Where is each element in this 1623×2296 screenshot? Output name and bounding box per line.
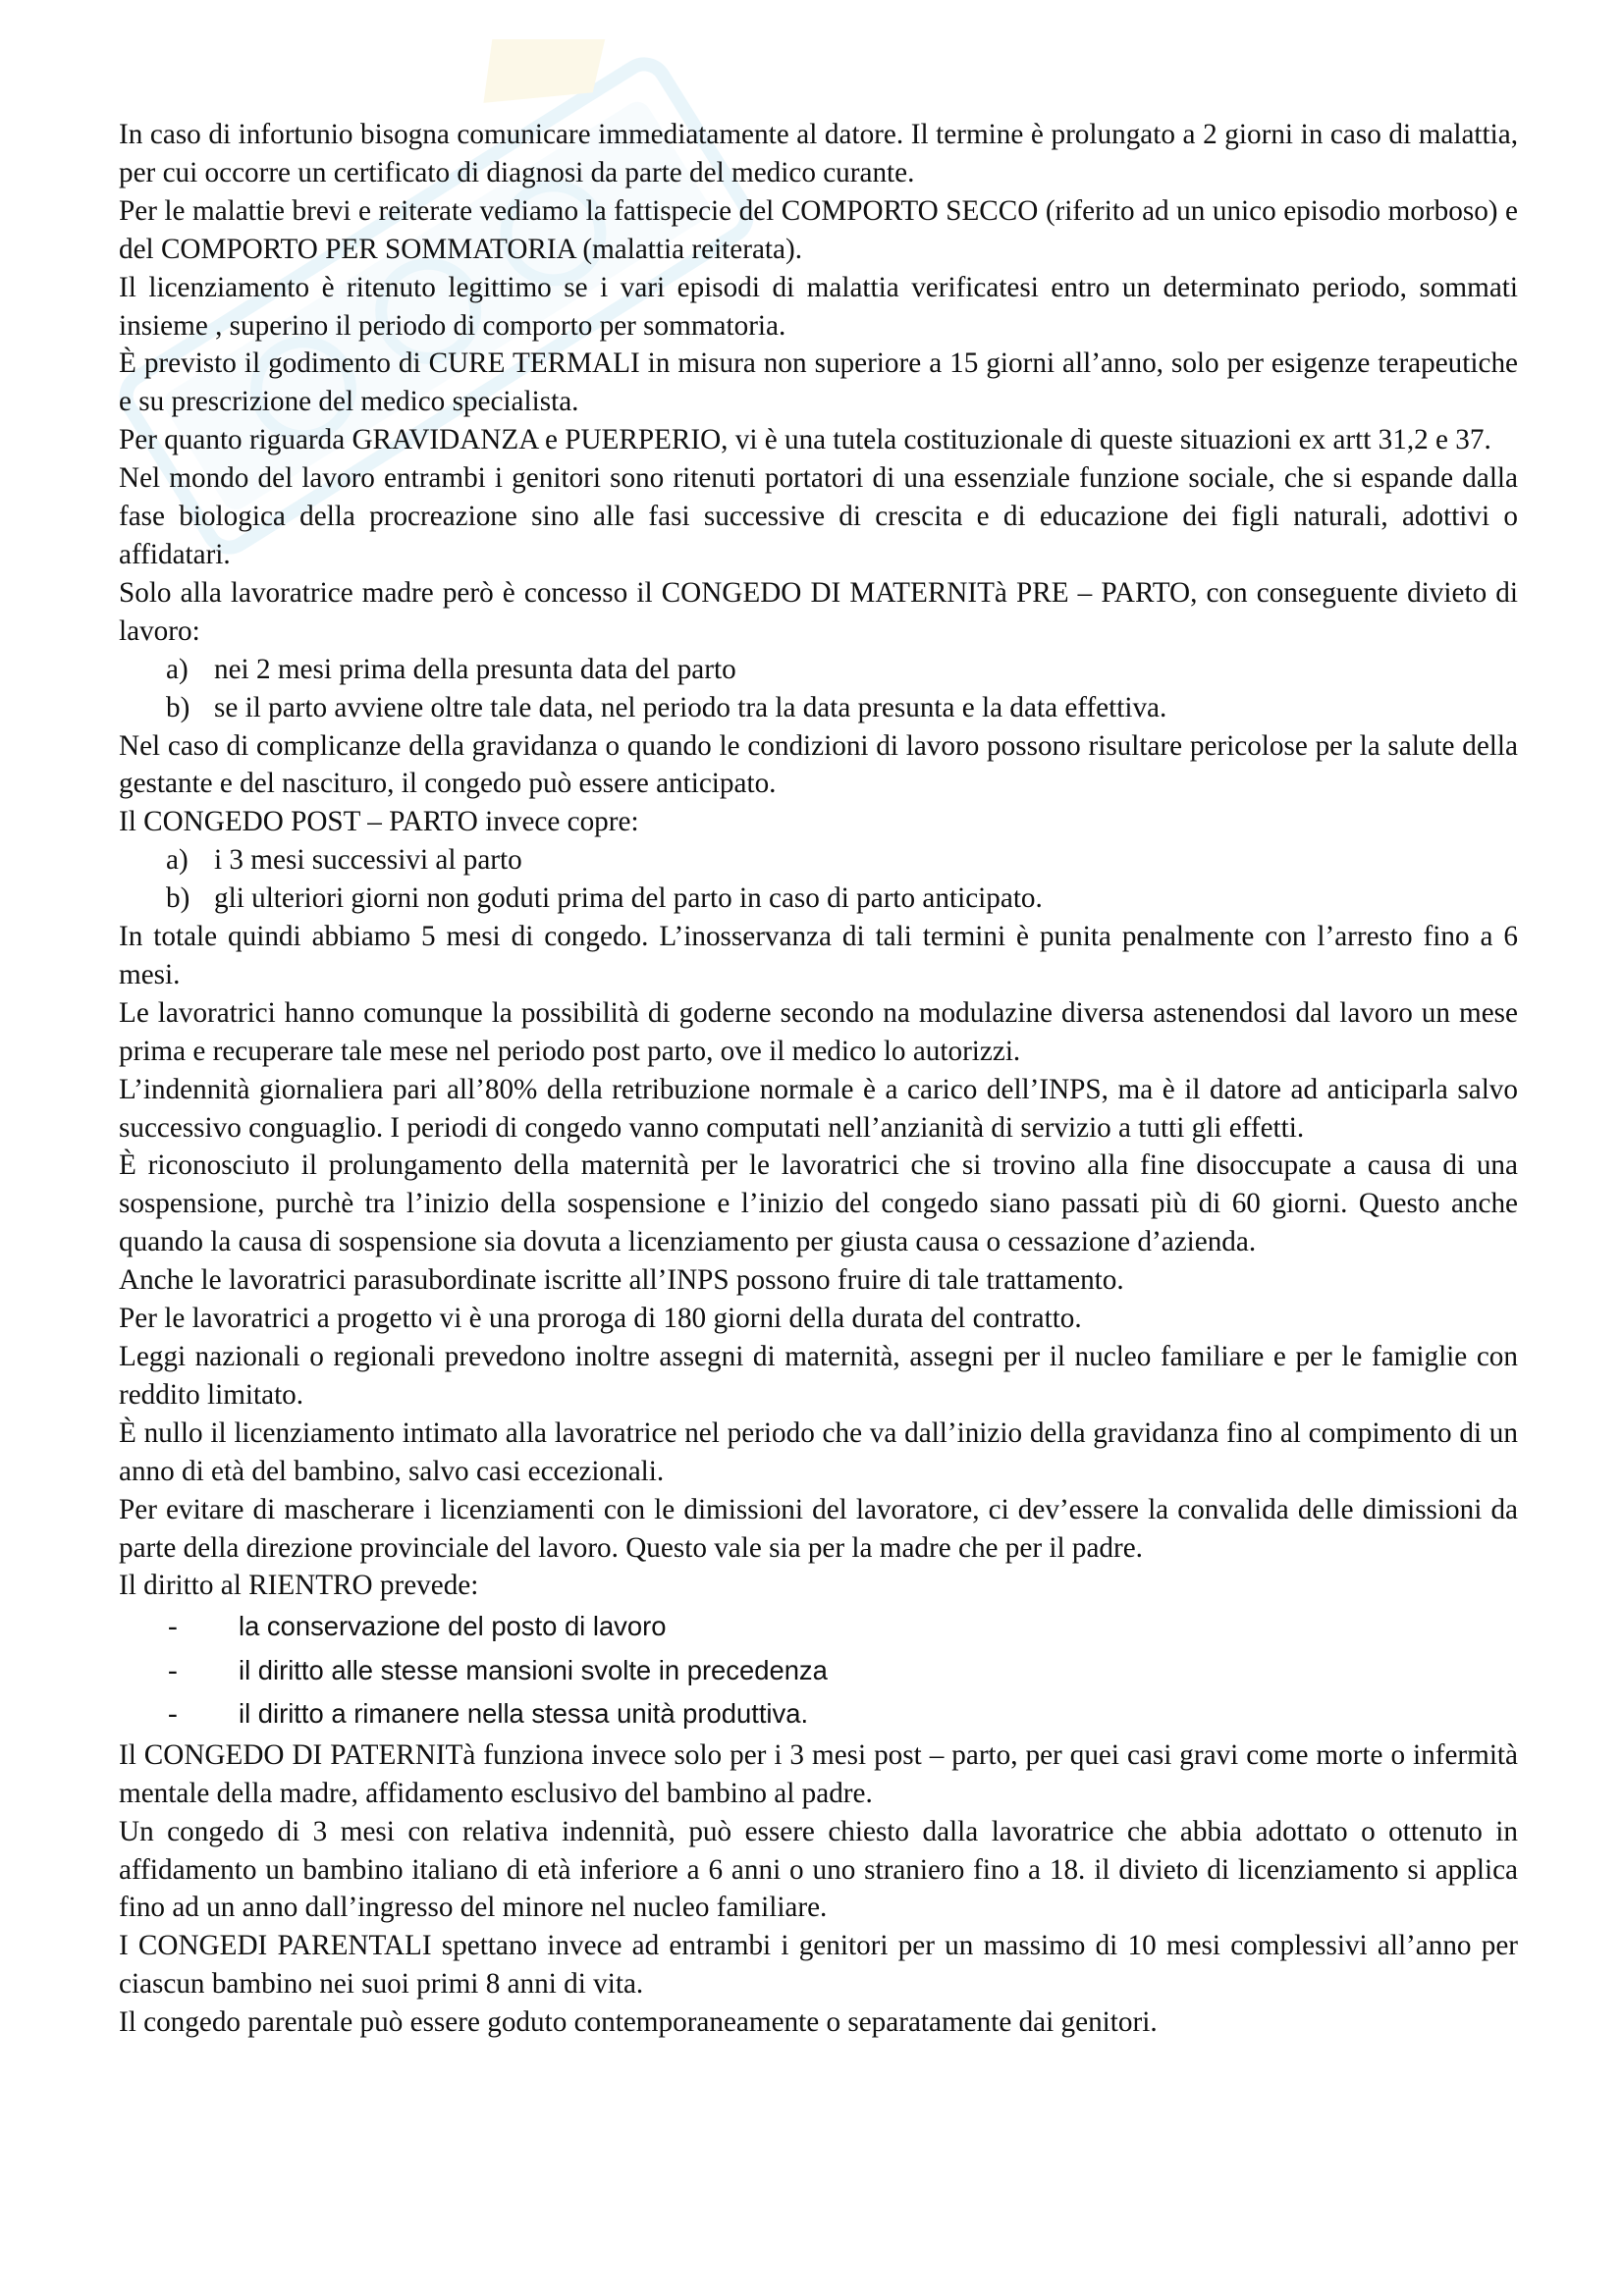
list-marker: b) [166, 691, 190, 723]
list-item [119, 689, 1518, 727]
paragraph: Solo alla lavoratrice madre però è concesso il CONGEDO DI MATERNITà PRE – PARTO, con conseguente divieto di lavoro: [119, 576, 1518, 647]
list-marker: b) [166, 882, 190, 915]
list-item [119, 1649, 1518, 1693]
list-item [119, 651, 1518, 689]
list-marker: - [168, 1654, 178, 1686]
paragraph: Per quanto riguarda GRAVIDANZA e PUERPERIO, vi è una tutela costituzionale di queste situazioni ex artt 31,2 e 37. [119, 424, 1491, 456]
paragraph: Il diritto al RIENTRO prevede: [119, 1570, 479, 1602]
paragraph: Il CONGEDO POST – PARTO invece copre: [119, 806, 639, 838]
paragraph: È nullo il licenziamento intimato alla lavoratrice nel periodo che va dall’inizio della gravidanza fino al compimento di un anno di età del bambino, salvo casi eccezionali. [119, 1416, 1518, 1487]
list-item [119, 1605, 1518, 1649]
list-item-text: se il parto avviene oltre tale data, nel periodo tra la data presunta e la data effettiva. [214, 691, 1167, 723]
lettered-list [119, 651, 1518, 727]
list-item-text: i 3 mesi successivi al parto [214, 844, 522, 877]
paragraph: Il licenziamento è ritenuto legittimo se i vari episodi di malattia verificatesi entro un determinato periodo, sommati insieme , superino il periodo di comporto per sommatoria. [119, 271, 1518, 342]
list-item-text: gli ulteriori giorni non goduti prima del parto in caso di parto anticipato. [214, 882, 1043, 915]
paragraph: Le lavoratrici hanno comunque la possibilità di goderne secondo na modulazine diversa astenendosi dal lavoro un mese prima e recuperare tale mese nel periodo post parto, ove il medico lo autorizzi. [119, 996, 1518, 1067]
paragraph: Il congedo parentale può essere goduto contemporaneamente o separatamente dai genitori. [119, 2006, 1158, 2039]
paragraph: Il CONGEDO DI PATERNITà funziona invece solo per i 3 mesi post – parto, per quei casi gravi come morte o infermità mentale della madre, affidamento esclusivo del bambino al padre. [119, 1738, 1518, 1809]
paragraph: In caso di infortunio bisogna comunicare immediatamente al datore. Il termine è prolungato a 2 giorni in caso di malattia, per cui occorre un certificato di diagnosi da parte del medico curante. [119, 119, 1518, 188]
paragraph: Per le lavoratrici a progetto vi è una proroga di 180 giorni della durata del contratto. [119, 1303, 1082, 1335]
paragraph: Un congedo di 3 mesi con relativa indennità, può essere chiesto dalla lavoratrice che abbia adottato o ottenuto in affidamento un bambino italiano di età inferiore a 6 anni o uno straniero fino a 18. il divieto di licenziamento si applica fino ad un anno dall’ingresso del minore nel nucleo familiare. [119, 1815, 1518, 1924]
paragraph: Per le malattie brevi e reiterate vediamo la fattispecie del COMPORTO SECCO (riferito ad un unico episodio morboso) e del COMPORTO PER SOMMATORIA (malattia reiterata). [119, 194, 1518, 265]
list-item [119, 1692, 1518, 1736]
document-page [119, 116, 1518, 2042]
list-marker: a) [166, 653, 189, 685]
list-item [119, 841, 1518, 880]
list-item [119, 880, 1518, 918]
list-marker: a) [166, 844, 189, 877]
list-item-text: il diritto a rimanere nella stessa unità produttiva. [239, 1698, 809, 1730]
list-marker: - [168, 1611, 178, 1643]
paragraph: È riconosciuto il prolungamento della maternità per le lavoratrici che si trovino alla fine disoccupate a causa di una sospensione, purchè tra l’inizio della sospensione e l’inizio del congedo siano passati più di 60 giorni. Questo anche quando la causa di sospensione sia dovuta a licenziamento per giusta causa o cessazione d’azienda. [119, 1149, 1518, 1258]
paragraph: Leggi nazionali o regionali prevedono inoltre assegni di maternità, assegni per il nucleo familiare e per le famiglie con reddito limitato. [119, 1341, 1518, 1411]
paragraph: Anche le lavoratrici parasubordinate iscritte all’INPS possono fruire di tale trattamento. [119, 1264, 1124, 1297]
paragraph: È previsto il godimento di CURE TERMALI in misura non superiore a 15 giorni all’anno, solo per esigenze terapeutiche e su prescrizione del medico specialista. [119, 347, 1518, 418]
list-item-text: nei 2 mesi prima della presunta data del parto [214, 653, 736, 685]
lettered-list [119, 841, 1518, 918]
paragraph: Nel mondo del lavoro entrambi i genitori sono ritenuti portatori di una essenziale funzione sociale, che si espande dalla fase biologica della procreazione sino alle fasi successive di crescita e di educazione dei figli naturali, adottivi o affidatari. [119, 462, 1518, 570]
paragraph: I CONGEDI PARENTALI spettano invece ad entrambi i genitori per un massimo di 10 mesi complessivi all’anno per ciascun bambino nei suoi primi 8 anni di vita. [119, 1930, 1518, 2001]
paragraph: L’indennità giornaliera pari all’80% della retribuzione normale è a carico dell’INPS, ma è il datore ad anticiparla salvo successivo conguaglio. I periodi di congedo vanno computati nell’anzianità di servizio a tutti gli effetti. [119, 1073, 1518, 1144]
paragraph: Nel caso di complicanze della gravidanza o quando le condizioni di lavoro possono risultare pericolose per la salute della gestante e del nascituro, il congedo può essere anticipato. [119, 729, 1518, 800]
paragraph: Per evitare di mascherare i licenziamenti con le dimissioni del lavoratore, ci dev’essere la convalida delle dimissioni da parte della direzione provinciale del lavoro. Questo vale sia per la madre che per il padre. [119, 1493, 1518, 1564]
list-item-text: il diritto alle stesse mansioni svolte in precedenza [239, 1654, 828, 1685]
dash-list [119, 1605, 1518, 1736]
list-item-text: la conservazione del posto di lavoro [239, 1611, 667, 1642]
paragraph: In totale quindi abbiamo 5 mesi di congedo. L’inosservanza di tali termini è punita penalmente con l’arresto fino a 6 mesi. [119, 921, 1518, 990]
list-marker: - [168, 1698, 178, 1731]
